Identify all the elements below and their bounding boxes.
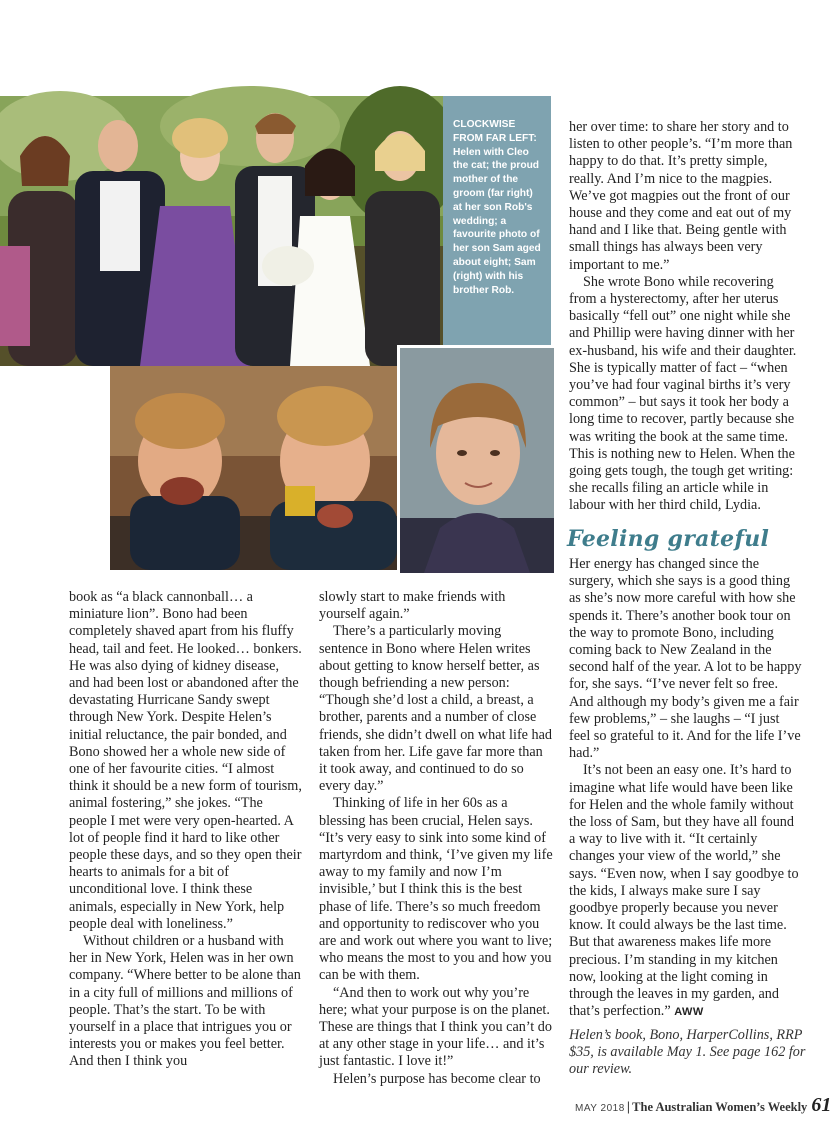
paragraph: Helen’s purpose has become clear to (333, 1070, 541, 1087)
paragraph-text: It’s not been an easy one. It’s hard to imagine what life would have been like for Helen and the whole family without the loss of Sam, but they have all found a way to live with it. “It certainly changes your view of the world,” she says. “Even now, when I say goodbye to the kids, I always make sure I say goodbye properly because you never know. It could always be the last time. But that awareness makes life more precious. I’m standing in my kitchen now, looking at the light coming in through the leaves in my garden, and that’s perfection.” (569, 762, 799, 1020)
paragraph: Without children or a husband with her in New York, Helen was in her own company. “Where better to be alone than in a city full of millions and millions of people. That’s the start. To be with yourself in a place that intrigues you or interests you or makes you feel better. And then I think you (69, 933, 301, 1070)
brothers-photo (110, 366, 397, 570)
paragraph: There’s a particularly moving sentence in Bono where Helen writes about getting to know herself better, as though befriending a new person: “Though she’d lost a child, a breast, a brother, parents and a number of close friends, she didn’t dwell on what life had taken from her. Life gave far more than it took away, and continued to do so every day.” (319, 623, 552, 795)
issue-date: MAY 2018 (575, 1103, 625, 1114)
paragraph: slowly start to make friends with yourself again.” (319, 589, 506, 623)
paragraph: “And then to work out why you’re here; what your purpose is on the planet. These are things that I think you can’t do at any other stage in your life… and it’s just fantastic. I love it!” (319, 984, 552, 1070)
text-column-1 (69, 589, 303, 1071)
sam-portrait-photo (397, 345, 554, 573)
paragraph: She wrote Bono while recovering from a hysterectomy, after her uterus basically “fell out” one night while she and Phillip were having dinner with her ex-husband, his wife and their daughter. She is typically matter of fact – “when you’ve had four vaginal births it’s very common” – but says it took her body a long time to recover, partly because she was writing the book at the same time. This is nothing new to Helen. When the going gets tough, the tough get writing: she recalls filing an article while in labour with her third child, Lydia. (569, 273, 797, 514)
book-info-note: Helen’s book, Bono, HarperCollins, RRP $35, is available May 1. See page 162 for our review. (569, 1027, 806, 1078)
photo-caption: CLOCKWISE FROM FAR LEFT: Helen with Cleo the cat; the proud mother of the groom (far right) at her son Rob's wedding; a favourite photo of her son Sam aged about eight; Sam (right) with his brother Rob. (453, 119, 541, 296)
text-column-2 (319, 589, 553, 1088)
magazine-name: The Australian Women’s Weekly (632, 1100, 808, 1114)
end-mark: AWW (674, 1006, 704, 1019)
paragraph: her over time: to share her story and to listen to other people’s. “I’m more than happy to do that. It’s pretty simple, really. And I’m nice to the magpies. We’ve got magpies out the front of our house and they come and eat out of my hand and I like that. Being gentle with small things has always been very important to me.” (569, 119, 793, 273)
wedding-photo (0, 96, 443, 366)
paragraph: Thinking of life in her 60s as a blessing has been crucial, Helen says. “It’s very easy to sink into some kind of martyrdom and think, ‘I’ve given my life away to my family and now I’m invisible,’ but I think this is the best phase of life. There’s so much freedom and opportunity to rediscover who you are and work out where you want to live; who means the most to you and how you can be with them. (319, 795, 553, 984)
text-column-3 (569, 119, 803, 515)
footer-separator: | (626, 1099, 631, 1114)
page-footer (575, 1094, 831, 1117)
paragraph: Her energy has changed since the surgery, which she says is a good thing as she’s now more careful with how she spends it. There’s another book tour on the way to promote Bono, including coming back to New Zealand in the second half of the year. A lot to be happy for, she says. “I’ve never felt so free. And although my body’s given me a fair few problems,” – she laughs – “I just feel so grateful to it. And for the life I’ve had.” (569, 556, 802, 762)
text-column-3-continued (569, 556, 803, 1021)
page-number: 61 (811, 1094, 831, 1116)
paragraph (569, 762, 803, 1021)
section-subheading: Feeling grateful (567, 526, 770, 552)
paragraph: book as “a black cannonball… a miniature lion”. Bono had been completely shaved apart from his fluffy head, tail and feet. He looked… bonkers. He was also dying of kidney disease, and had been lost or abandoned after the devastating Hurricane Sandy swept through New York. Despite Helen’s initial reluctance, the pair bonded, and Bono showed her a whole new side of one of her favourite cities. “I almost think it should be a new form of tourism, animal fostering,” she jokes. “The people I met were very open-hearted. A lot of people find it hard to like other people these days, and so they open their hearts to animals for a bit of unconditional love. I think these animals, especially in New York, help people deal with loneliness.” (69, 589, 302, 932)
photo-caption-box (443, 96, 551, 346)
